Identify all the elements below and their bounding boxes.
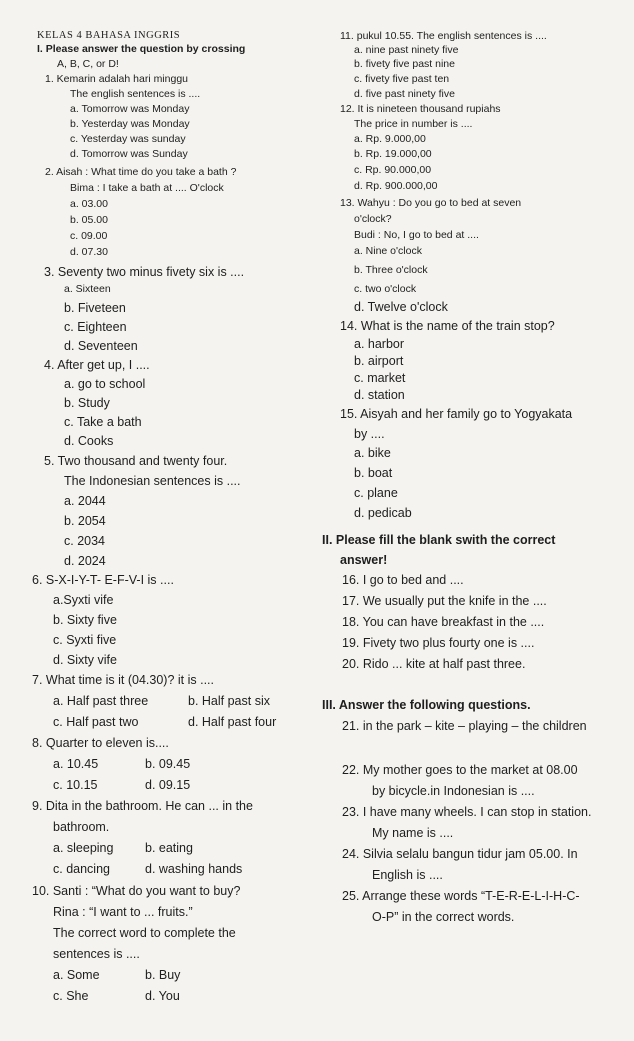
q19-item: 19. Fivety two plus fourty one is ....	[342, 636, 535, 650]
q1-option-d[interactable]: d. Tomorrow was Sunday	[70, 148, 188, 160]
q1-stem: 1. Kemarin adalah hari minggu	[45, 73, 189, 85]
q9-option-d[interactable]: d. washing hands	[145, 862, 243, 876]
q14-option-c[interactable]: c. market	[354, 371, 406, 385]
q5-option-b[interactable]: b. 2054	[64, 514, 106, 528]
q9-option-a[interactable]: a. sleeping	[53, 841, 114, 855]
q22-item: 22. My mother goes to the market at 08.00	[342, 763, 578, 777]
q6-stem: 6. S-X-I-Y-T- E-F-V-I is ....	[32, 573, 174, 587]
q12-option-b[interactable]: b. Rp. 19.000,00	[354, 148, 432, 160]
q2-option-c[interactable]: c. 09.00	[70, 230, 108, 242]
q5-stem: 5. Two thousand and twenty four.	[44, 454, 228, 468]
q10-stem-line2: Rina : “I want to ... fruits.”	[53, 905, 193, 919]
q2-option-b[interactable]: b. 05.00	[70, 214, 108, 226]
q22-item-cont: by bicycle.in Indonesian is ....	[372, 784, 535, 798]
q15-option-a[interactable]: a. bike	[354, 446, 391, 460]
q18-item: 18. You can have breakfast in the ....	[342, 615, 545, 629]
q6-option-d[interactable]: d. Sixty vife	[53, 653, 117, 667]
q3-option-d[interactable]: d. Seventeen	[64, 339, 138, 353]
q5-option-c[interactable]: c. 2034	[64, 534, 106, 548]
q25-item: 25. Arrange these words “T-E-R-E-L-I-H-C-	[342, 889, 580, 903]
q10-stem-line3: The correct word to complete the	[53, 926, 236, 940]
q5-stem-cont: The Indonesian sentences is ....	[64, 474, 241, 488]
q10-stem: 10. Santi : “What do you want to buy?	[32, 884, 241, 898]
q1-option-b[interactable]: b. Yesterday was Monday	[70, 118, 190, 130]
q11-option-d[interactable]: d. five past ninety five	[354, 88, 455, 100]
q21-item: 21. in the park – kite – playing – the children	[342, 719, 587, 733]
q10-stem-line4: sentences is ....	[53, 947, 140, 961]
q3-option-a[interactable]: a. Sixteen	[64, 283, 111, 295]
q24-item-cont: English is ....	[372, 868, 443, 882]
q8-option-a[interactable]: a. 10.45	[53, 757, 99, 771]
q15-stem: 15. Aisyah and her family go to Yogyakata	[340, 407, 573, 421]
q8-stem: 8. Quarter to eleven is....	[32, 736, 169, 750]
q4-stem: 4. After get up, I ....	[44, 358, 150, 372]
q14-option-a[interactable]: a. harbor	[354, 337, 405, 351]
q6-option-a[interactable]: a.Syxti vife	[53, 593, 114, 607]
q8-option-d[interactable]: d. 09.15	[145, 778, 191, 792]
q15-option-c[interactable]: c. plane	[354, 486, 398, 500]
q11-option-a[interactable]: a. nine past ninety five	[354, 44, 459, 56]
q11-option-c[interactable]: c. fivety five past ten	[354, 73, 450, 85]
q2-option-d[interactable]: d. 07.30	[70, 246, 108, 258]
section2-title-cont: answer!	[340, 553, 388, 567]
q10-option-c[interactable]: c. She	[53, 989, 89, 1003]
q13-stem-line3: Budi : No, I go to bed at ....	[354, 229, 479, 241]
q13-stem: 13. Wahyu : Do you go to bed at seven	[340, 197, 522, 209]
q6-option-c[interactable]: c. Syxti five	[53, 633, 117, 647]
q24-item: 24. Silvia selalu bangun tidur jam 05.00. In	[342, 847, 578, 861]
q8-option-b[interactable]: b. 09.45	[145, 757, 191, 771]
q12-option-c[interactable]: c. Rp. 90.000,00	[354, 164, 432, 176]
q2-option-a[interactable]: a. 03.00	[70, 198, 108, 210]
q3-stem: 3. Seventy two minus fivety six is ....	[44, 265, 245, 279]
q12-option-d[interactable]: d. Rp. 900.000,00	[354, 180, 438, 192]
q5-option-d[interactable]: d. 2024	[64, 554, 106, 568]
q3-option-c[interactable]: c. Eighteen	[64, 320, 127, 334]
q14-stem: 14. What is the name of the train stop?	[340, 319, 555, 333]
q13-option-d[interactable]: d. Twelve o'clock	[354, 300, 448, 314]
q25-item-cont: O-P” in the correct words.	[372, 910, 515, 924]
q14-option-b[interactable]: b. airport	[354, 354, 404, 368]
q10-option-d[interactable]: d. You	[145, 989, 180, 1003]
q1-option-c[interactable]: c. Yesterday was sunday	[70, 133, 186, 145]
q23-item: 23. I have many wheels. I can stop in station.	[342, 805, 592, 819]
q7-stem: 7. What time is it (04.30)? it is ....	[32, 673, 215, 687]
section3-title: III. Answer the following questions.	[322, 698, 531, 712]
q8-option-c[interactable]: c. 10.15	[53, 778, 98, 792]
q16-item: 16. I go to bed and ....	[342, 573, 464, 587]
q9-stem: 9. Dita in the bathroom. He can ... in the	[32, 799, 253, 813]
q12-stem: 12. It is nineteen thousand rupiahs	[340, 103, 501, 115]
q7-option-d[interactable]: d. Half past four	[188, 715, 277, 729]
q13-option-a[interactable]: a. Nine o'clock	[354, 245, 422, 257]
q6-option-b[interactable]: b. Sixty five	[53, 613, 117, 627]
q1-stem-cont: The english sentences is ....	[70, 88, 201, 100]
q4-option-c[interactable]: c. Take a bath	[64, 415, 142, 429]
q7-option-b[interactable]: b. Half past six	[188, 694, 270, 708]
q12-option-a[interactable]: a. Rp. 9.000,00	[354, 133, 426, 145]
q20-item: 20. Rido ... kite at half past three.	[342, 657, 526, 671]
q10-option-a[interactable]: a. Some	[53, 968, 100, 982]
q3-option-b[interactable]: b. Fiveteen	[64, 301, 126, 315]
section1-instruction-cont: A, B, C, or D!	[57, 58, 119, 70]
q9-option-c[interactable]: c. dancing	[53, 862, 110, 876]
q9-stem-cont: bathroom.	[53, 820, 110, 834]
q4-option-b[interactable]: b. Study	[64, 396, 110, 410]
q2-stem-cont: Bima : I take a bath at .... O'clock	[70, 182, 224, 194]
section1-instruction: I. Please answer the question by crossing	[37, 43, 246, 55]
q17-item: 17. We usually put the knife in the ....	[342, 594, 547, 608]
q1-option-a[interactable]: a. Tomorrow was Monday	[70, 103, 190, 115]
q10-option-b[interactable]: b. Buy	[145, 968, 181, 982]
q2-stem: 2. Aisah : What time do you take a bath ?	[45, 166, 237, 178]
q15-stem-cont: by ....	[354, 427, 385, 441]
q4-option-a[interactable]: a. go to school	[64, 377, 146, 391]
q4-option-d[interactable]: d. Cooks	[64, 434, 114, 448]
q14-option-d[interactable]: d. station	[354, 388, 405, 402]
q13-option-b[interactable]: b. Three o'clock	[354, 264, 428, 276]
worksheet-title: KELAS 4 BAHASA INGGRIS	[37, 30, 181, 41]
section2-title: II. Please fill the blank swith the correct	[322, 533, 556, 547]
q9-option-b[interactable]: b. eating	[145, 841, 193, 855]
q15-option-d[interactable]: d. pedicab	[354, 506, 412, 520]
q7-option-a[interactable]: a. Half past three	[53, 694, 149, 708]
q23-item-cont: My name is ....	[372, 826, 454, 840]
q5-option-a[interactable]: a. 2044	[64, 494, 106, 508]
q11-option-b[interactable]: b. fivety five past nine	[354, 58, 455, 70]
q7-option-c[interactable]: c. Half past two	[53, 715, 139, 729]
q11-stem: 11. pukul 10.55. The english sentences is ....	[340, 30, 547, 42]
q13-option-c[interactable]: c. two o'clock	[354, 283, 417, 295]
q12-stem-cont: The price in number is ....	[354, 118, 473, 130]
q15-option-b[interactable]: b. boat	[354, 466, 393, 480]
q13-stem-cont: o'clock?	[354, 213, 392, 225]
